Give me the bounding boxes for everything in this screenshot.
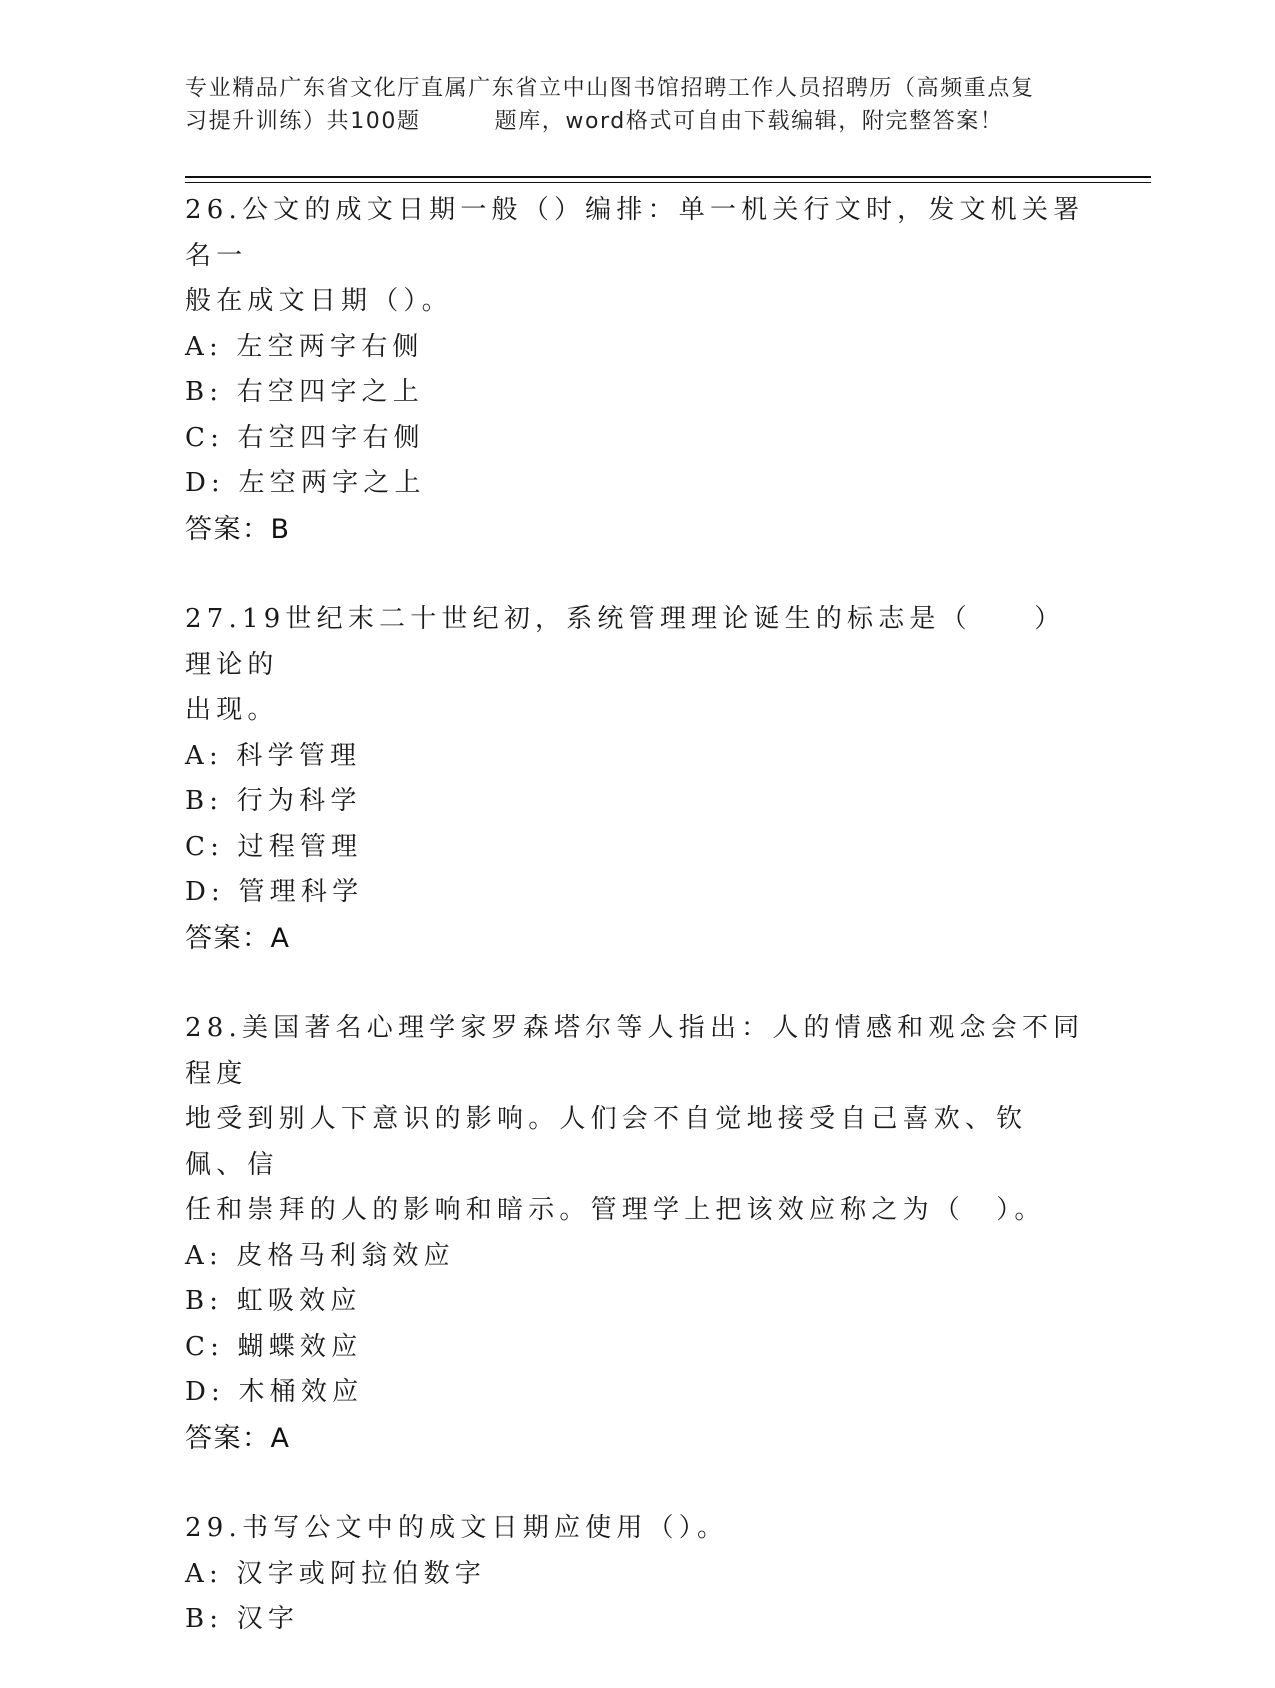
question-26 — [185, 188, 1085, 552]
option-c: C: 右空四字右侧 — [185, 422, 425, 453]
answer: 答案：B — [185, 513, 291, 545]
option-d: D: 管理科学 — [185, 877, 364, 907]
question-27 — [185, 597, 1085, 961]
option-a: A: 皮格马利翁效应 — [185, 1240, 455, 1271]
header-line-1: 专业精品广东省文化厅直属广东省立中山图书馆招聘工作人员招聘历（高频重点复 — [185, 76, 1035, 101]
question-29 — [185, 1506, 1085, 1643]
option-a: A: 汉字或阿拉伯数字 — [185, 1558, 487, 1589]
option-a: A: 科学管理 — [185, 740, 362, 771]
answer: 答案：A — [185, 922, 291, 954]
option-b: B: 汉字 — [185, 1604, 300, 1634]
page-header — [185, 72, 1085, 138]
option-d: D: 木桶效应 — [185, 1377, 364, 1407]
header-divider-thick — [185, 176, 1151, 178]
question-list — [185, 188, 1085, 1688]
question-28 — [185, 1006, 1085, 1461]
question-text-line: 般在成文日期（）。 — [185, 286, 453, 316]
question-text-line: 任和崇拜的人的影响和暗示。管理学上把该效应称之为（ ）。 — [185, 1195, 1046, 1225]
option-b: B: 虹吸效应 — [185, 1286, 362, 1316]
question-text-line: 27.19世纪末二十世纪初，系统管理理论诞生的标志是（ ）理论的 — [185, 604, 1066, 680]
option-d: D: 左空两字之上 — [185, 468, 426, 498]
header-line-2-right: 题库，word格式可自由下载编辑，附完整答案！ — [494, 109, 1004, 134]
header-divider-thin — [185, 182, 1151, 183]
header-line-2-left: 习提升训练）共100题 — [185, 109, 421, 134]
question-text-line: 出现。 — [185, 695, 279, 725]
option-b: B: 行为科学 — [185, 786, 362, 816]
option-c: C: 蝴蝶效应 — [185, 1331, 363, 1362]
question-text-line: 28.美国著名心理学家罗森塔尔等人指出：人的情感和观念会不同程度 — [185, 1013, 1085, 1089]
question-text-line: 地受到别人下意识的影响。人们会不自觉地接受自己喜欢、钦佩、信 — [185, 1104, 1028, 1180]
option-a: A: 左空两字右侧 — [185, 331, 424, 362]
answer: 答案：A — [185, 1422, 291, 1454]
header-line-2 — [185, 105, 1085, 138]
question-text-line: 26.公文的成文日期一般（）编排：单一机关行文时，发文机关署名一 — [185, 195, 1085, 271]
option-c: C: 过程管理 — [185, 831, 363, 862]
option-b: B: 右空四字之上 — [185, 377, 424, 407]
question-text-line: 29.书写公文中的成文日期应使用（）。 — [185, 1513, 729, 1543]
